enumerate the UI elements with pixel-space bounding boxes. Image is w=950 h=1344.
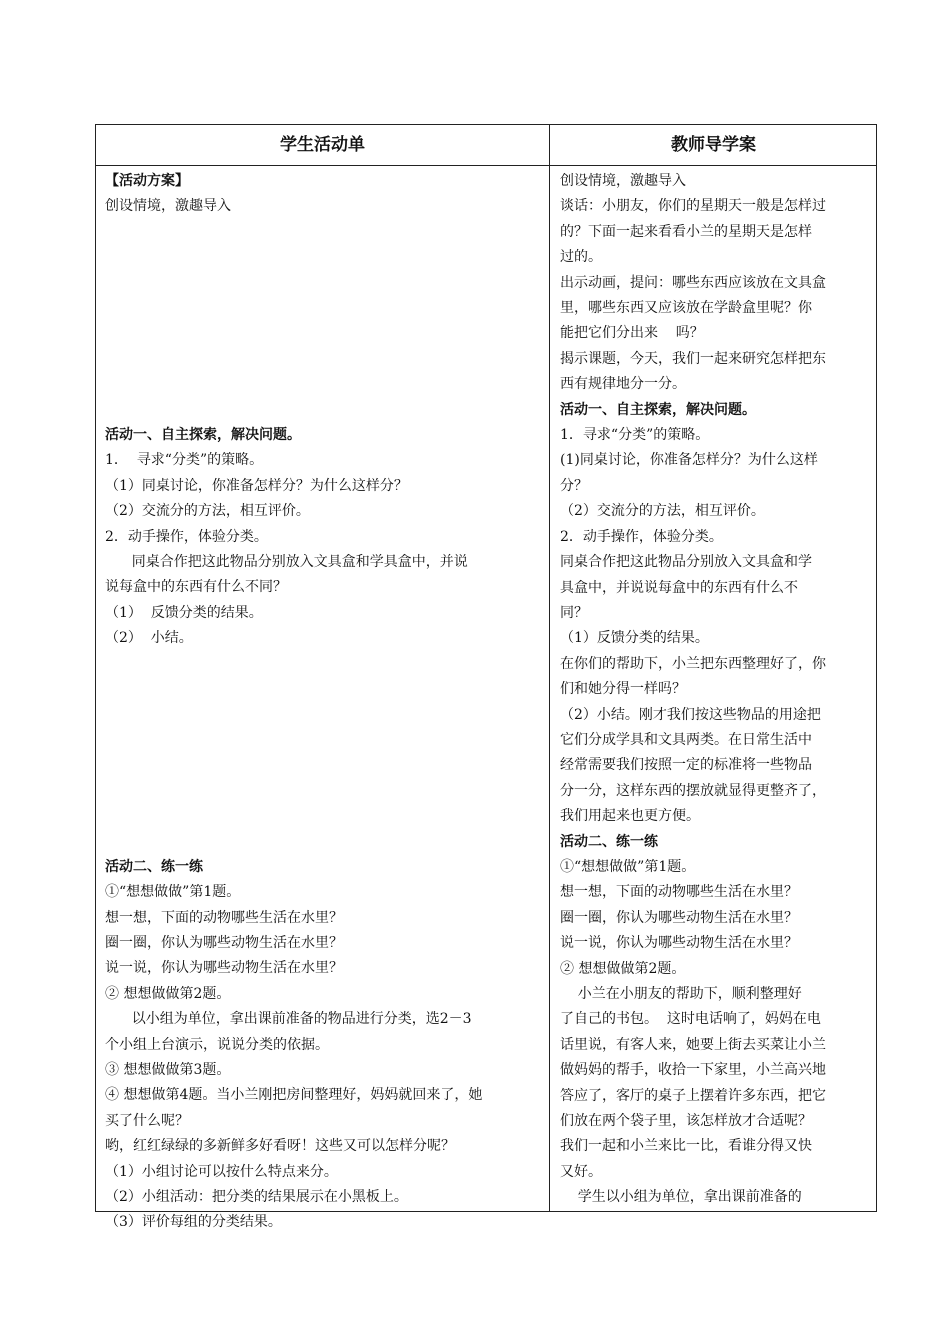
text-line: 我们用起来也更方便。 (560, 808, 700, 825)
text-line: （2） 小结。 (105, 630, 193, 647)
activity-two-heading: 活动二、练一练 (560, 833, 658, 850)
text-line: 买了什么呢？ (105, 1112, 189, 1129)
teacher-guide-header: 教师导学案 (671, 135, 756, 155)
text-line: 了自己的书包。 这时电话响了，妈妈在电 (560, 1011, 821, 1028)
text-line: 以小组为单位，拿出课前准备的物品进行分类，选2－3 (105, 1011, 472, 1028)
text-line: （2）小结。刚才我们按这些物品的用途把 (560, 706, 821, 723)
text-line: 个小组上台演示，说说分类的依据。 (105, 1036, 329, 1053)
text-line: (1)同桌讨论，你准备怎样分？为什么这样 (560, 452, 818, 469)
text-line: ③ 想想做做第3题。 (105, 1061, 231, 1078)
text-line: （3）评价每组的分类结果。 (105, 1214, 282, 1231)
text-line: 能把它们分出来 吗？ (560, 325, 704, 342)
text-line: 说一说，你认为哪些动物生活在水里？ (105, 960, 343, 977)
text-line: 小兰在小朋友的帮助下，顺利整理好 (560, 986, 802, 1002)
text-line: 里，哪些东西又应该放在学龄盒里呢？你 (560, 300, 812, 317)
text-line: ④ 想想做第4题。当小兰刚把房间整理好，妈妈就回来了，她 (105, 1087, 483, 1104)
text-line: 同？ (560, 604, 588, 621)
lesson-plan-table (95, 124, 877, 1231)
text-line: （1）反馈分类的结果。 (560, 630, 709, 647)
activity-two-heading: 活动二、练一练 (105, 858, 203, 875)
text-line: 揭示课题，今天，我们一起来研究怎样把东 (560, 350, 826, 367)
text-line: ② 想想做做第2题。 (105, 985, 231, 1002)
text-line: 1． 寻求“分类”的策略。 (105, 452, 264, 469)
text-line: 在你们的帮助下，小兰把东西整理好了，你 (560, 655, 826, 672)
text-line: 同桌合作把这此物品分别放入文具盒和学具盒中，并说 (105, 553, 468, 570)
text-line: 想一想，下面的动物哪些生活在水里？ (105, 909, 343, 926)
activity-one-heading: 活动一、自主探索，解决问题。 (105, 426, 301, 443)
text-line: 它们分成学具和文具两类。在日常生活中 (560, 731, 812, 748)
text-line: 圈一圈，你认为哪些动物生活在水里？ (105, 934, 343, 951)
text-line: 说一说，你认为哪些动物生活在水里？ (560, 935, 798, 952)
text-line: 出示动画，提问：哪些东西应该放在文具盒 (560, 274, 826, 291)
text-line: （2）交流分的方法，相互评价。 (105, 503, 310, 520)
header-divider (96, 165, 876, 166)
text-line: 答应了，客厅的桌子上摆着许多东西，把它 (560, 1087, 826, 1104)
text-line: 圈一圈，你认为哪些动物生活在水里？ (560, 909, 798, 926)
text-line: 创设情境，激趣导入 (105, 198, 231, 215)
text-line: 想一想，下面的动物哪些生活在水里？ (560, 884, 798, 901)
text-line: 过的。 (560, 249, 602, 266)
text-line: 话里说，有客人来，她要上街去买菜让小兰 (560, 1036, 826, 1053)
text-line: 2．动手操作，体验分类。 (560, 528, 723, 545)
text-line: 同桌合作把这此物品分别放入文具盒和学 (560, 554, 812, 571)
column-divider (549, 125, 550, 1211)
student-activity-header: 学生活动单 (280, 135, 365, 155)
text-line: 西有规律地分一分。 (560, 376, 686, 393)
text-line: 的？下面一起来看看小兰的星期天是怎样 (560, 223, 812, 240)
text-line: 2．动手操作，体验分类。 (105, 528, 268, 545)
text-line: 们放在两个袋子里，该怎样放才合适呢？ (560, 1113, 812, 1130)
activity-plan-heading: 【活动方案】 (105, 173, 189, 189)
text-line: （1）小组讨论可以按什么特点来分。 (105, 1163, 338, 1180)
text-line: 又好。 (560, 1163, 602, 1180)
text-line: （2）交流分的方法，相互评价。 (560, 503, 765, 520)
text-line: 学生以小组为单位，拿出课前准备的 (560, 1189, 802, 1206)
student-activity-column (105, 169, 543, 1236)
text-line: （2）小组活动：把分类的结果展示在小黑板上。 (105, 1189, 408, 1205)
teacher-guide-column (560, 169, 870, 1211)
text-line: （1）同桌讨论，你准备怎样分？为什么这样分？ (105, 477, 408, 494)
text-line: 1．寻求“分类”的策略。 (560, 427, 710, 444)
activity-one-heading: 活动一、自主探索，解决问题。 (560, 401, 756, 418)
text-line: ①“想想做做”第1题。 (105, 884, 241, 901)
text-line: 哟，红红绿绿的多新鲜多好看呀！这些又可以怎样分呢？ (105, 1138, 455, 1155)
text-line: 我们一起和小兰来比一比，看谁分得又快 (560, 1138, 812, 1155)
text-line: 谈话：小朋友，你们的星期天一般是怎样过 (560, 198, 826, 215)
text-line: 具盒中，并说说每盒中的东西有什么不 (560, 579, 798, 596)
text-line: 创设情境，激趣导入 (560, 173, 686, 189)
text-line: （1） 反馈分类的结果。 (105, 604, 263, 621)
text-line: 分？ (560, 477, 588, 494)
text-line: ①“想想做做”第1题。 (560, 858, 696, 875)
text-line: ② 想想做做第2题。 (560, 960, 686, 977)
text-line: 经常需要我们按照一定的标准将一些物品 (560, 757, 812, 774)
text-line: 说每盒中的东西有什么不同？ (105, 579, 287, 596)
text-line: 分一分，这样东西的摆放就显得更整齐了， (560, 782, 826, 799)
text-line: 们和她分得一样吗？ (560, 681, 686, 698)
text-line: 做妈妈的帮手，收拾一下家里，小兰高兴地 (560, 1062, 826, 1079)
